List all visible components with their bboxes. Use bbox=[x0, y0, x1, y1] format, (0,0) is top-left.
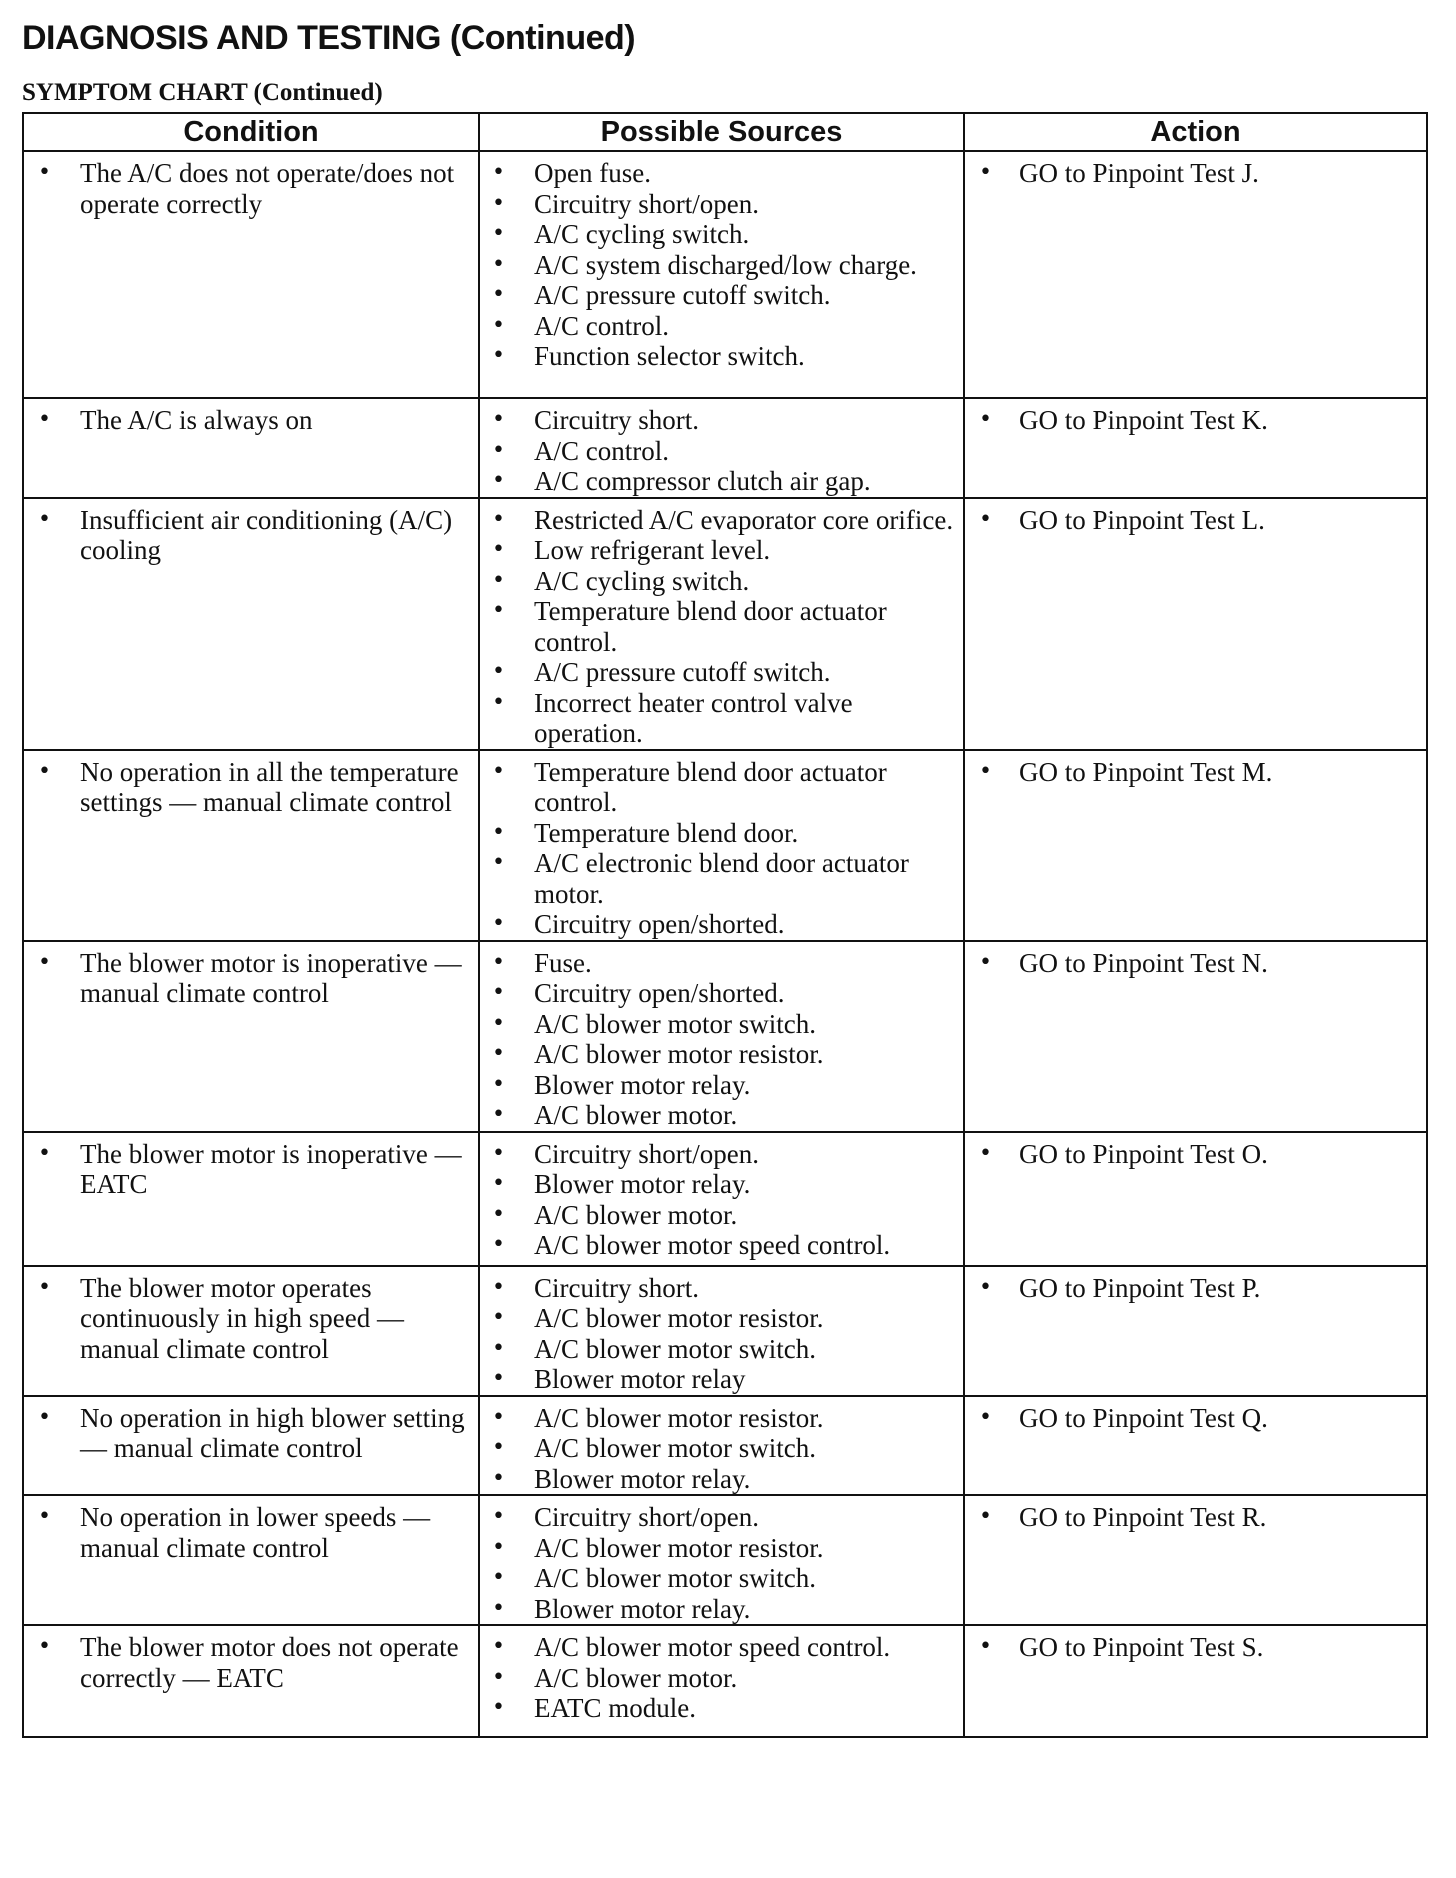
sources-cell bbox=[479, 1495, 964, 1625]
item-text: GO to Pinpoint Test S. bbox=[1019, 1632, 1264, 1662]
list-item bbox=[965, 1273, 1422, 1304]
bullet-icon: • bbox=[492, 343, 505, 368]
item-text: A/C blower motor switch. bbox=[534, 1008, 816, 1039]
condition-cell bbox=[23, 1132, 479, 1266]
bullet-icon: • bbox=[492, 1534, 505, 1560]
sources-cell-list bbox=[480, 1273, 959, 1395]
bullet-icon: • bbox=[492, 221, 505, 246]
bullet-icon: • bbox=[492, 468, 505, 493]
sources-cell bbox=[479, 398, 964, 498]
condition-cell bbox=[23, 398, 479, 498]
bullet-icon: • bbox=[38, 407, 51, 432]
table-header-row bbox=[23, 113, 1427, 151]
list-item bbox=[965, 1139, 1422, 1170]
item-text: A/C blower motor. bbox=[534, 1100, 738, 1130]
bullet-icon: • bbox=[492, 1274, 505, 1300]
item-text: A/C blower motor resistor. bbox=[534, 1402, 824, 1433]
bullet-icon: • bbox=[492, 1695, 505, 1720]
sources-cell bbox=[479, 498, 964, 750]
item-text: The blower motor does not operate correctly — EATC bbox=[80, 1632, 459, 1693]
list-item bbox=[965, 158, 1422, 189]
sources-cell-list bbox=[480, 757, 959, 940]
bullet-icon: • bbox=[979, 758, 992, 784]
list-item bbox=[480, 250, 959, 281]
column-header-sources: Possible Sources bbox=[479, 113, 964, 151]
list-item bbox=[24, 158, 474, 219]
list-item bbox=[965, 1403, 1422, 1434]
item-text: Blower motor relay. bbox=[534, 1463, 751, 1494]
item-text: GO to Pinpoint Test O. bbox=[1019, 1138, 1268, 1169]
bullet-icon: • bbox=[492, 251, 505, 277]
list-item bbox=[480, 909, 959, 940]
list-item bbox=[480, 341, 959, 372]
condition-cell bbox=[23, 1266, 479, 1396]
list-item bbox=[24, 1632, 474, 1693]
list-item bbox=[480, 757, 959, 818]
sources-cell bbox=[479, 1132, 964, 1266]
bullet-icon: • bbox=[492, 1305, 505, 1330]
item-text: GO to Pinpoint Test M. bbox=[1019, 756, 1273, 787]
item-text: Function selector switch. bbox=[534, 341, 805, 371]
list-item bbox=[480, 1433, 959, 1464]
bullet-icon: • bbox=[492, 190, 505, 216]
action-cell bbox=[964, 941, 1427, 1132]
list-item bbox=[480, 219, 959, 250]
bullet-icon: • bbox=[492, 758, 505, 784]
sources-cell-list bbox=[480, 1139, 959, 1261]
bullet-icon: • bbox=[38, 758, 51, 784]
sources-cell bbox=[479, 151, 964, 398]
condition-cell bbox=[23, 750, 479, 941]
list-item bbox=[480, 1693, 959, 1724]
list-item bbox=[965, 1502, 1422, 1533]
list-item bbox=[480, 158, 959, 189]
item-text: A/C electronic blend door actuator motor. bbox=[534, 848, 909, 909]
list-item bbox=[965, 757, 1422, 788]
condition-cell bbox=[23, 1495, 479, 1625]
bullet-icon: • bbox=[492, 1435, 505, 1460]
item-text: Blower motor relay. bbox=[534, 1069, 751, 1100]
sources-cell-list bbox=[480, 1632, 959, 1724]
bullet-icon: • bbox=[492, 1102, 505, 1127]
item-text: Circuitry short/open. bbox=[534, 188, 759, 219]
item-text: No operation in lower speeds — manual climate control bbox=[80, 1502, 431, 1563]
sources-cell-list bbox=[480, 505, 959, 749]
bullet-icon: • bbox=[492, 1041, 505, 1066]
item-text: A/C blower motor switch. bbox=[534, 1433, 816, 1463]
condition-cell-list bbox=[24, 158, 474, 219]
bullet-icon: • bbox=[979, 1274, 992, 1300]
condition-cell-list bbox=[24, 1403, 474, 1464]
table-row bbox=[23, 1495, 1427, 1625]
item-text: Incorrect heater control valve operation. bbox=[534, 687, 853, 748]
item-text: Restricted A/C evaporator core orifice. bbox=[534, 504, 954, 535]
bullet-icon: • bbox=[979, 506, 992, 532]
bullet-icon: • bbox=[38, 1274, 51, 1300]
action-cell bbox=[964, 1132, 1427, 1266]
list-item bbox=[480, 1663, 959, 1694]
list-item bbox=[480, 1563, 959, 1594]
item-text: A/C pressure cutoff switch. bbox=[534, 280, 831, 310]
item-text: GO to Pinpoint Test L. bbox=[1019, 504, 1265, 535]
bullet-icon: • bbox=[492, 598, 505, 623]
table-row bbox=[23, 1132, 1427, 1266]
list-item bbox=[480, 1273, 959, 1304]
list-item bbox=[480, 311, 959, 342]
action-cell bbox=[964, 1396, 1427, 1496]
bullet-icon: • bbox=[492, 407, 505, 432]
item-text: A/C blower motor. bbox=[534, 1662, 738, 1693]
action-cell bbox=[964, 498, 1427, 750]
action-cell-list bbox=[965, 1632, 1422, 1663]
list-item bbox=[480, 466, 959, 497]
item-text: A/C blower motor speed control. bbox=[534, 1632, 891, 1662]
condition-cell-list bbox=[24, 1632, 474, 1693]
bullet-icon: • bbox=[492, 160, 505, 185]
bullet-icon: • bbox=[492, 850, 505, 875]
bullet-icon: • bbox=[492, 1565, 505, 1590]
list-item bbox=[24, 948, 474, 1009]
condition-cell bbox=[23, 1625, 479, 1737]
action-cell-list bbox=[965, 948, 1422, 979]
action-cell-list bbox=[965, 1273, 1422, 1304]
item-text: A/C control. bbox=[534, 435, 669, 466]
sources-cell bbox=[479, 941, 964, 1132]
list-item bbox=[965, 405, 1422, 436]
bullet-icon: • bbox=[492, 312, 505, 338]
condition-cell-list bbox=[24, 1502, 474, 1563]
condition-cell bbox=[23, 498, 479, 750]
bullet-icon: • bbox=[492, 1335, 505, 1361]
item-text: No operation in all the temperature settings — manual climate control bbox=[80, 756, 459, 817]
list-item bbox=[480, 405, 959, 436]
item-text: Circuitry open/shorted. bbox=[534, 978, 785, 1008]
condition-cell-list bbox=[24, 1139, 474, 1200]
bullet-icon: • bbox=[38, 1140, 51, 1166]
item-text: GO to Pinpoint Test J. bbox=[1019, 158, 1259, 188]
list-item bbox=[480, 1533, 959, 1564]
list-item bbox=[24, 1502, 474, 1563]
item-text: A/C control. bbox=[534, 310, 669, 341]
action-cell-list bbox=[965, 405, 1422, 436]
item-text: Circuitry short/open. bbox=[534, 1502, 759, 1532]
bullet-icon: • bbox=[492, 1232, 505, 1257]
item-text: A/C compressor clutch air gap. bbox=[534, 466, 871, 496]
table-row bbox=[23, 1266, 1427, 1396]
bullet-icon: • bbox=[492, 1664, 505, 1690]
symptom-chart-table bbox=[22, 112, 1428, 1738]
list-item bbox=[480, 688, 959, 749]
bullet-icon: • bbox=[38, 1504, 51, 1529]
bullet-icon: • bbox=[38, 506, 51, 532]
item-text: Blower motor relay. bbox=[534, 1593, 751, 1624]
bullet-icon: • bbox=[38, 160, 51, 185]
item-text: The blower motor operates continuously in high speed — manual climate control bbox=[80, 1272, 404, 1364]
bullet-icon: • bbox=[492, 1140, 505, 1166]
item-text: GO to Pinpoint Test R. bbox=[1019, 1502, 1267, 1532]
list-item bbox=[480, 1169, 959, 1200]
condition-cell-list bbox=[24, 1273, 474, 1365]
item-text: GO to Pinpoint Test K. bbox=[1019, 405, 1268, 435]
item-text: A/C blower motor. bbox=[534, 1199, 738, 1230]
list-item bbox=[24, 1273, 474, 1365]
bullet-icon: • bbox=[492, 1201, 505, 1227]
sources-cell-list bbox=[480, 1403, 959, 1495]
table-row bbox=[23, 398, 1427, 498]
item-text: A/C blower motor resistor. bbox=[534, 1039, 824, 1069]
sources-cell-list bbox=[480, 405, 959, 497]
bullet-icon: • bbox=[979, 1404, 992, 1430]
bullet-icon: • bbox=[492, 1071, 505, 1097]
list-item bbox=[480, 1200, 959, 1231]
item-text: GO to Pinpoint Test P. bbox=[1019, 1272, 1261, 1303]
item-text: A/C blower motor speed control. bbox=[534, 1230, 891, 1260]
action-cell-list bbox=[965, 1139, 1422, 1170]
list-item bbox=[480, 1039, 959, 1070]
bullet-icon: • bbox=[492, 1366, 505, 1391]
list-item bbox=[480, 1009, 959, 1040]
item-text: Low refrigerant level. bbox=[534, 535, 771, 565]
item-text: The A/C is always on bbox=[80, 405, 313, 435]
item-text: A/C system discharged/low charge. bbox=[534, 249, 917, 280]
condition-cell-list bbox=[24, 405, 474, 436]
bullet-icon: • bbox=[492, 1595, 505, 1621]
action-cell bbox=[964, 1495, 1427, 1625]
item-text: A/C blower motor switch. bbox=[534, 1333, 816, 1364]
item-text: No operation in high blower setting — manual climate control bbox=[80, 1402, 465, 1463]
sources-cell bbox=[479, 1625, 964, 1737]
list-item bbox=[24, 757, 474, 818]
page-title: DIAGNOSIS AND TESTING (Continued) bbox=[22, 19, 636, 57]
list-item bbox=[24, 505, 474, 566]
bullet-icon: • bbox=[979, 1140, 992, 1166]
condition-cell-list bbox=[24, 505, 474, 566]
bullet-icon: • bbox=[492, 282, 505, 307]
sources-cell-list bbox=[480, 158, 959, 372]
list-item bbox=[965, 948, 1422, 979]
list-item bbox=[480, 436, 959, 467]
action-cell bbox=[964, 398, 1427, 498]
section-subtitle: SYMPTOM CHART (Continued) bbox=[22, 79, 383, 106]
action-cell-list bbox=[965, 1502, 1422, 1533]
item-text: Temperature blend door actuator control. bbox=[534, 596, 887, 657]
bullet-icon: • bbox=[492, 980, 505, 1005]
list-item bbox=[480, 1403, 959, 1434]
item-text: Temperature blend door. bbox=[534, 817, 799, 848]
bullet-icon: • bbox=[979, 1634, 992, 1659]
list-item bbox=[480, 818, 959, 849]
list-item bbox=[965, 505, 1422, 536]
list-item bbox=[480, 189, 959, 220]
item-text: Circuitry short/open. bbox=[534, 1138, 759, 1169]
item-text: A/C cycling switch. bbox=[534, 565, 750, 596]
bullet-icon: • bbox=[492, 1010, 505, 1036]
condition-cell bbox=[23, 1396, 479, 1496]
item-text: Circuitry short. bbox=[534, 1272, 699, 1303]
item-text: A/C cycling switch. bbox=[534, 219, 750, 249]
item-text: Blower motor relay bbox=[534, 1364, 746, 1394]
condition-cell-list bbox=[24, 757, 474, 818]
item-text: Blower motor relay. bbox=[534, 1169, 751, 1199]
item-text: A/C blower motor resistor. bbox=[534, 1532, 824, 1563]
list-item bbox=[480, 1070, 959, 1101]
item-text: Insufficient air conditioning (A/C) cooling bbox=[80, 504, 453, 565]
item-text: Circuitry short. bbox=[534, 405, 699, 435]
bullet-icon: • bbox=[492, 949, 505, 975]
item-text: A/C blower motor switch. bbox=[534, 1563, 816, 1593]
list-item bbox=[480, 535, 959, 566]
sources-cell bbox=[479, 1266, 964, 1396]
list-item bbox=[480, 1230, 959, 1261]
list-item bbox=[480, 1334, 959, 1365]
item-text: A/C blower motor resistor. bbox=[534, 1303, 824, 1333]
list-item bbox=[480, 948, 959, 979]
bullet-icon: • bbox=[492, 437, 505, 463]
list-item bbox=[480, 280, 959, 311]
sources-cell bbox=[479, 1396, 964, 1496]
list-item bbox=[480, 505, 959, 536]
list-item bbox=[24, 1403, 474, 1464]
table-row bbox=[23, 151, 1427, 398]
sources-cell bbox=[479, 750, 964, 941]
bullet-icon: • bbox=[492, 567, 505, 593]
list-item bbox=[480, 1594, 959, 1625]
list-item bbox=[480, 1100, 959, 1131]
action-cell-list bbox=[965, 505, 1422, 536]
document-page bbox=[22, 14, 1430, 1738]
list-item bbox=[480, 1303, 959, 1334]
bullet-icon: • bbox=[979, 1504, 992, 1529]
item-text: Fuse. bbox=[534, 947, 592, 978]
action-cell bbox=[964, 151, 1427, 398]
item-text: Circuitry open/shorted. bbox=[534, 909, 785, 939]
column-header-action: Action bbox=[964, 113, 1427, 151]
bullet-icon: • bbox=[492, 911, 505, 936]
list-item bbox=[480, 1139, 959, 1170]
bullet-icon: • bbox=[979, 949, 992, 975]
item-text: Temperature blend door actuator control. bbox=[534, 756, 887, 817]
bullet-icon: • bbox=[492, 1634, 505, 1659]
condition-cell-list bbox=[24, 948, 474, 1009]
bullet-icon: • bbox=[38, 1634, 51, 1659]
item-text: The blower motor is inoperative — manual climate control bbox=[80, 947, 462, 1008]
list-item bbox=[480, 566, 959, 597]
action-cell bbox=[964, 750, 1427, 941]
list-item bbox=[480, 1464, 959, 1495]
item-text: GO to Pinpoint Test N. bbox=[1019, 947, 1268, 978]
table-row bbox=[23, 498, 1427, 750]
bullet-icon: • bbox=[979, 407, 992, 432]
list-item bbox=[480, 1632, 959, 1663]
item-text: GO to Pinpoint Test Q. bbox=[1019, 1402, 1268, 1433]
list-item bbox=[480, 596, 959, 657]
list-item bbox=[24, 405, 474, 436]
item-text: The blower motor is inoperative — EATC bbox=[80, 1138, 462, 1199]
condition-cell bbox=[23, 941, 479, 1132]
item-text: EATC module. bbox=[534, 1693, 696, 1723]
bullet-icon: • bbox=[492, 1504, 505, 1529]
column-header-condition: Condition bbox=[23, 113, 479, 151]
bullet-icon: • bbox=[492, 1404, 505, 1430]
list-item bbox=[965, 1632, 1422, 1663]
bullet-icon: • bbox=[979, 160, 992, 185]
bullet-icon: • bbox=[492, 819, 505, 845]
action-cell-list bbox=[965, 757, 1422, 788]
table-body bbox=[23, 151, 1427, 1737]
list-item bbox=[480, 1502, 959, 1533]
item-text: The A/C does not operate/does not operate correctly bbox=[80, 158, 455, 219]
list-item bbox=[480, 657, 959, 688]
action-cell bbox=[964, 1266, 1427, 1396]
sources-cell-list bbox=[480, 1502, 959, 1624]
list-item bbox=[24, 1139, 474, 1200]
item-text: Open fuse. bbox=[534, 158, 651, 188]
sources-cell-list bbox=[480, 948, 959, 1131]
condition-cell bbox=[23, 151, 479, 398]
bullet-icon: • bbox=[492, 689, 505, 715]
action-cell-list bbox=[965, 1403, 1422, 1434]
table-row bbox=[23, 1396, 1427, 1496]
bullet-icon: • bbox=[492, 1465, 505, 1491]
bullet-icon: • bbox=[492, 506, 505, 532]
bullet-icon: • bbox=[38, 949, 51, 975]
table-row bbox=[23, 1625, 1427, 1737]
bullet-icon: • bbox=[492, 1171, 505, 1196]
table-row bbox=[23, 750, 1427, 941]
bullet-icon: • bbox=[492, 659, 505, 684]
list-item bbox=[480, 848, 959, 909]
table-row bbox=[23, 941, 1427, 1132]
item-text: A/C pressure cutoff switch. bbox=[534, 657, 831, 687]
action-cell bbox=[964, 1625, 1427, 1737]
list-item bbox=[480, 1364, 959, 1395]
list-item bbox=[480, 978, 959, 1009]
bullet-icon: • bbox=[492, 537, 505, 562]
bullet-icon: • bbox=[38, 1404, 51, 1430]
action-cell-list bbox=[965, 158, 1422, 189]
